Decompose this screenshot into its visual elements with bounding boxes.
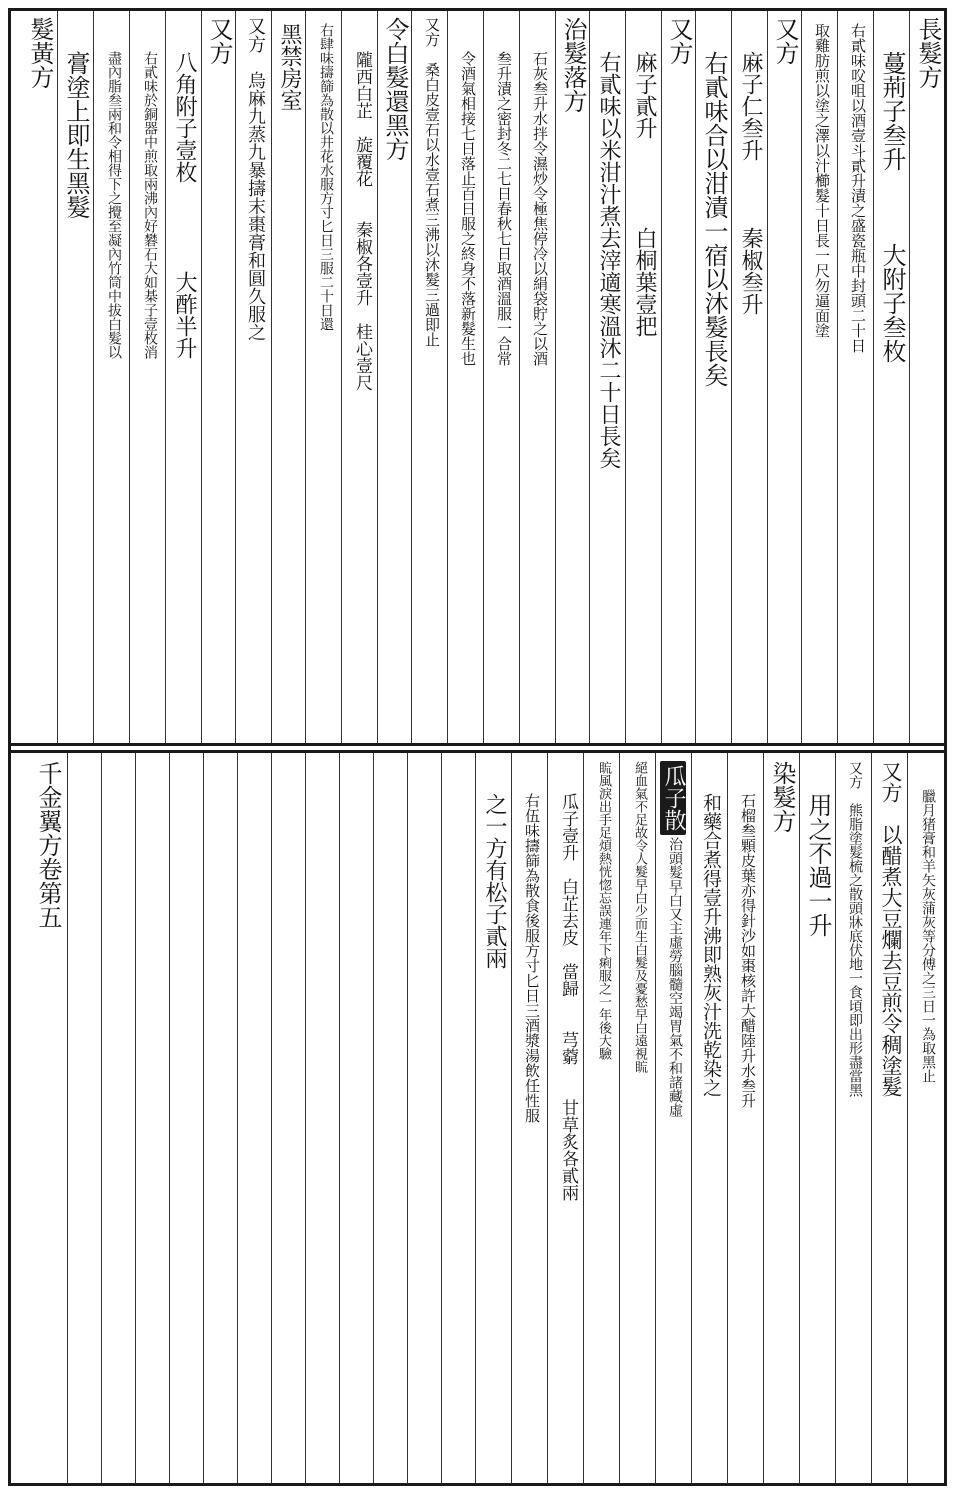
text-column: [620, 753, 656, 1483]
text-column: [874, 11, 910, 743]
ingredient-line: 八角附子壹枚 大酢半升: [172, 51, 197, 359]
text-column: [908, 753, 944, 1483]
text-column: [696, 11, 732, 743]
text-column: [484, 11, 520, 743]
section-heading: 又方: [205, 17, 233, 65]
text-line: 右貳味合以泔漬一宿以沐髮長矣: [700, 51, 728, 387]
text-column: [236, 11, 272, 743]
text-line: 又方 以醋煮大豆爛去豆煎令稠塗髮: [879, 761, 903, 1097]
upper-half-page: [11, 11, 944, 743]
text-line: 臘月猪膏和羊矢灰蒲灰等分傅之三日一為取黑止: [920, 789, 936, 1083]
text-column: [512, 753, 548, 1483]
text-column: [590, 11, 626, 743]
ingredient-line: 麻子貳升 白桐葉壹把: [632, 51, 657, 337]
empty-column: [238, 753, 272, 1483]
book-page: [8, 8, 947, 1486]
section-heading: 又方: [771, 17, 799, 65]
text-line: 取雞肪煎以塗之澤以汁櫛髮十日長一尺勿逼面塗: [813, 23, 831, 338]
text-line: 又方 烏麻九蒸九暴擣末棗膏和圓久服之: [245, 17, 266, 341]
empty-column: [102, 753, 136, 1483]
text-column: [764, 753, 800, 1483]
text-line: 又方 熊脂塗髮梳之散頭牀底伏地一食頃即出形盡當黑: [847, 761, 863, 1097]
text-column: [768, 11, 802, 743]
text-line: 盡內脂叁兩和令相得下之攪至凝內竹筒中拔白髮以: [106, 51, 122, 359]
text-column: [94, 11, 130, 743]
text-column: [656, 753, 692, 1483]
text-column: [556, 11, 590, 743]
ingredient-line: 蔓荊子叁升 大附子叁枚: [878, 51, 906, 363]
text-line: 黑禁房室: [277, 23, 302, 111]
text-line: 石灰叁升水拌令濕炒令極焦停冷以絹袋貯之以酒: [531, 51, 549, 366]
text-line: 右貳味㕮咀以酒壹斗貳升漬之盛瓷瓶中封頭二十日: [849, 23, 867, 353]
text-column: [202, 11, 236, 743]
formula-title-badge: 瓜子散: [660, 761, 686, 835]
text-column: [910, 11, 944, 743]
text-line: 右肆味擣篩為散以井花水服方寸匕日三服二十日還: [318, 23, 334, 331]
section-heading: 令白髮還黑方: [381, 17, 409, 161]
text-column: [272, 11, 306, 743]
text-line: 用之不過一升: [804, 793, 832, 937]
text-column: [692, 753, 728, 1483]
text-column: [27, 753, 68, 1483]
text-line: 治頭髮早白又主虛勞腦髓空竭胃氣不和諸藏虛: [667, 837, 683, 1117]
text-column: [732, 11, 768, 743]
text-column: [58, 11, 94, 743]
section-heading: 染髮方: [768, 761, 796, 833]
ingredient-line: 麻子仁叁升 秦椒叁升: [738, 51, 763, 315]
empty-column: [374, 753, 408, 1483]
empty-column: [272, 753, 306, 1483]
lower-half-page: [11, 753, 944, 1483]
empty-column: [204, 753, 238, 1483]
empty-column: [340, 753, 374, 1483]
text-column: [448, 11, 484, 743]
text-column: [412, 11, 448, 743]
empty-column: [442, 753, 476, 1483]
empty-column: [408, 753, 442, 1483]
text-column: [838, 11, 874, 743]
volume-title: 千金翼方卷第五: [34, 761, 62, 929]
text-line: 右貳味於銅器中煎取兩沸內好礬石大如棊子壹枚消: [142, 51, 158, 359]
text-column: [378, 11, 412, 743]
text-column: [520, 11, 556, 743]
text-column: [728, 753, 764, 1483]
section-heading: 髮黃方: [26, 17, 54, 89]
text-line: 之一方有松子貳兩: [482, 793, 507, 969]
text-line: 和藥合煮得壹升沸即熟灰汁洗乾染之: [700, 793, 722, 1097]
empty-column: [68, 753, 102, 1483]
text-column: [802, 11, 838, 743]
text-column: [306, 11, 342, 743]
empty-column: [136, 753, 170, 1483]
text-column: [476, 753, 512, 1483]
text-column: [626, 11, 662, 743]
page-fold-divider: [11, 743, 944, 753]
text-line: 叁升漬之密封冬二七日春秋七日取酒溫服一合常: [495, 51, 513, 366]
ingredient-line: 瓜子壹升 白芷去皮 當歸 芎藭 甘草炙各貳兩: [558, 793, 578, 1201]
empty-column: [306, 753, 340, 1483]
text-line: 膏塗上即生黑髮: [62, 51, 90, 219]
text-line: 絕血氣不足故令人髮早白少而生白髮及憂愁早白遠視䀮: [632, 761, 647, 1073]
text-line: 石榴叁顆皮葉亦得針沙如棗核許大醋陸升水叁升: [739, 793, 757, 1108]
text-column: [836, 753, 872, 1483]
empty-column: [170, 753, 204, 1483]
section-heading: 長髮方: [914, 17, 942, 89]
text-column: [584, 753, 620, 1483]
section-heading: 又方: [665, 17, 693, 65]
text-line: 右伍味擣篩為散食後服方寸匕日三酒漿湯飲任性服: [523, 793, 541, 1123]
text-column: [166, 11, 202, 743]
text-column: [662, 11, 696, 743]
text-column: [548, 753, 584, 1483]
text-column: [22, 11, 58, 743]
text-column: [130, 11, 166, 743]
text-line: 令酒氣相接七日落止百日服之終身不落新髮生也: [459, 51, 477, 366]
text-line: 又方 桑白皮壹石以水壹石煮三沸以沐髮三過即止: [423, 17, 441, 347]
ingredient-line: 隴西白芷 旋覆花 秦椒各壹升 桂心壹尺: [352, 51, 372, 391]
text-column: [800, 753, 836, 1483]
text-line: 右貳味以米泔汁煮去滓適寒溫沐二十日長矣: [596, 51, 621, 469]
text-column: [342, 11, 378, 743]
text-line: 䀮風淚出手足煩熱恍惚忘誤連年下痢服之一年後大驗: [596, 761, 611, 1060]
section-heading: 治髮落方: [559, 17, 587, 113]
text-column: [872, 753, 908, 1483]
